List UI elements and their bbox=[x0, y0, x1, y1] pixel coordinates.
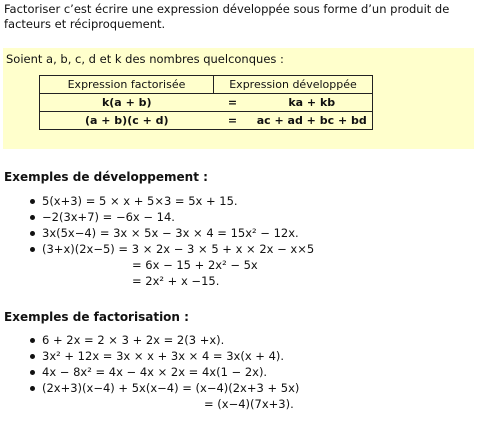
table-row bbox=[40, 94, 373, 112]
header-developed: Expression développée bbox=[214, 76, 373, 94]
developed-expression: ac + ad + bc + bd bbox=[252, 112, 373, 130]
bullet-icon bbox=[30, 354, 35, 359]
factored-expression: (a + b)(c + d) bbox=[40, 112, 214, 130]
continuation-line: = (x−4)(7x+3). bbox=[204, 397, 294, 411]
factorisation-title: Exemples de factorisation : bbox=[4, 310, 189, 324]
developed-expression: ka + kb bbox=[252, 94, 373, 112]
bullet-icon bbox=[30, 247, 35, 252]
factorisation-list bbox=[0, 332, 299, 396]
factorisation-continuation bbox=[204, 396, 294, 412]
list-item: 4x − 8x² = 4x − 4x × 2x = 4x(1 − 2x). bbox=[0, 364, 299, 380]
expression-table bbox=[39, 75, 373, 130]
development-continuation bbox=[132, 257, 258, 289]
intro-text: Factoriser c’est écrire une expression développée sous forme d’un produit de facteurs et réciproquement. bbox=[4, 2, 450, 31]
list-item: −2(3x+7) = −6x − 14. bbox=[0, 209, 314, 225]
continuation-line: = 2x² + x −15. bbox=[132, 274, 220, 288]
development-list bbox=[0, 193, 314, 257]
factored-expression: k(a + b) bbox=[40, 94, 214, 112]
list-item: (3+x)(2x−5) = 3 × 2x − 3 × 5 + x × 2x − x×5 bbox=[0, 241, 314, 257]
list-item: 6 + 2x = 2 × 3 + 2x = 2(3 +x). bbox=[0, 332, 299, 348]
bullet-icon bbox=[30, 338, 35, 343]
bullet-icon bbox=[30, 215, 35, 220]
header-factored: Expression factorisée bbox=[40, 76, 214, 94]
equals-sign: = bbox=[214, 112, 252, 130]
table-row bbox=[40, 112, 373, 130]
equals-sign: = bbox=[214, 94, 252, 112]
bullet-icon bbox=[30, 386, 35, 391]
definition-line: Soient a, b, c, d et k des nombres quelconques : bbox=[6, 52, 284, 66]
bullet-icon bbox=[30, 231, 35, 236]
bullet-icon bbox=[30, 370, 35, 375]
continuation-line: = 6x − 15 + 2x² − 5x bbox=[132, 258, 258, 272]
list-item: 3x² + 12x = 3x × x + 3x × 4 = 3x(x + 4). bbox=[0, 348, 299, 364]
bullet-icon bbox=[30, 199, 35, 204]
list-item: (2x+3)(x−4) + 5x(x−4) = (x−4)(2x+3 + 5x) bbox=[0, 380, 299, 396]
development-title: Exemples de développement : bbox=[4, 170, 208, 184]
list-item: 5(x+3) = 5 × x + 5×3 = 5x + 15. bbox=[0, 193, 314, 209]
definition-box bbox=[3, 48, 474, 149]
list-item: 3x(5x−4) = 3x × 5x − 3x × 4 = 15x² − 12x. bbox=[0, 225, 314, 241]
